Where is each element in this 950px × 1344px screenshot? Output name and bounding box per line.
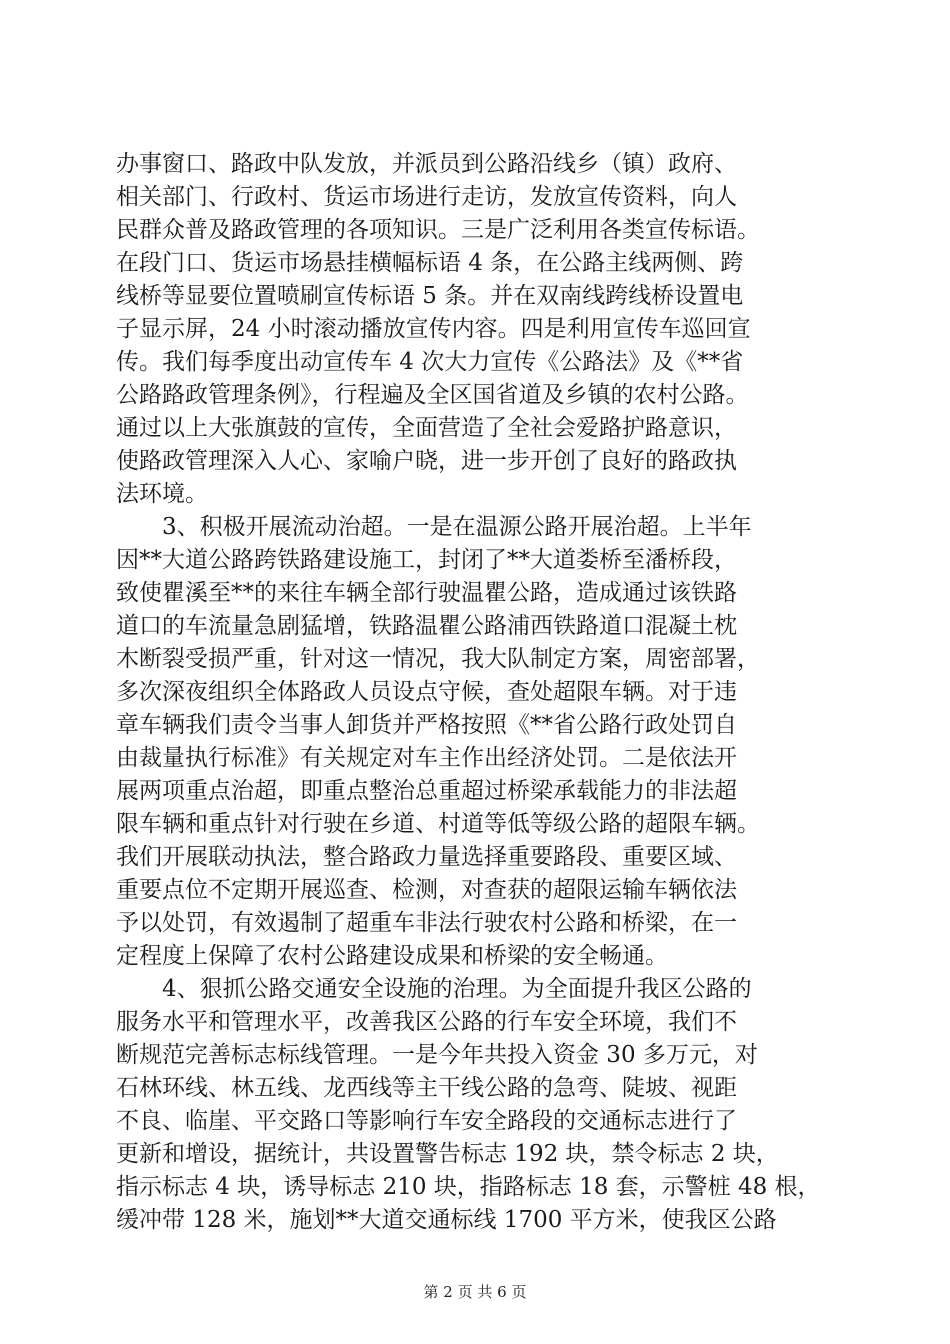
text-line: 更新和增设，据统计，共设置警告标志 192 块，禁令标志 2 块， xyxy=(116,1141,779,1167)
text-line: 4、狠抓公路交通安全设施的治理。为全面提升我区公路的 xyxy=(116,976,752,1002)
text-line: 展两项重点治超，即重点整治总重超过桥梁承载能力的非法超 xyxy=(116,778,737,804)
body-text xyxy=(116,148,838,1237)
text-line: 石林环线、林五线、龙西线等主干线公路的急弯、陡坡、视距 xyxy=(116,1075,737,1101)
text-line: 道口的车流量急剧猛增，铁路温瞿公路浦西铁路道口混凝土枕 xyxy=(116,613,737,639)
text-line: 限车辆和重点针对行驶在乡道、村道等低等级公路的超限车辆。 xyxy=(116,811,760,837)
text-line: 通过以上大张旗鼓的宣传，全面营造了全社会爱路护路意识， xyxy=(116,415,737,441)
text-line: 多次深夜组织全体路政人员设点守候，查处超限车辆。对于违 xyxy=(116,679,737,705)
text-line: 予以处罚，有效遏制了超重车非法行驶农村公路和桥梁，在一 xyxy=(116,910,737,936)
text-line: 使路政管理深入人心、家喻户晓，进一步开创了良好的路政执 xyxy=(116,448,737,474)
text-line: 传。我们每季度出动宣传车 4 次大力宣传《公路法》及《**省 xyxy=(116,349,744,375)
text-line: 断规范完善标志标线管理。一是今年共投入资金 30 多万元，对 xyxy=(116,1042,758,1068)
text-line: 线桥等显要位置喷刷宣传标语 5 条。并在双南线跨线桥设置电 xyxy=(116,283,744,309)
text-line: 相关部门、行政村、货运市场进行走访，发放宣传资料，向人 xyxy=(116,184,737,210)
text-line: 致使瞿溪至**的来往车辆全部行驶温瞿公路，造成通过该铁路 xyxy=(116,580,737,606)
text-line: 因**大道公路跨铁路建设施工，封闭了**大道娄桥至潘桥段， xyxy=(116,547,737,573)
text-line: 办事窗口、路政中队发放，并派员到公路沿线乡（镇）政府、 xyxy=(116,151,737,177)
text-line: 定程度上保障了农村公路建设成果和桥梁的安全畅通。 xyxy=(116,943,668,969)
text-line: 重要点位不定期开展巡查、检测，对查获的超限运输车辆依法 xyxy=(116,877,737,903)
text-line: 3、积极开展流动治超。一是在温源公路开展治超。上半年 xyxy=(116,514,752,540)
text-line: 在段门口、货运市场悬挂横幅标语 4 条，在公路主线两侧、跨 xyxy=(116,250,744,276)
text-line: 公路路政管理条例》，行程遍及全区国省道及乡镇的农村公路。 xyxy=(116,382,749,408)
text-line: 子显示屏，24 小时滚动播放宣传内容。四是利用宣传车巡回宣 xyxy=(116,316,751,342)
text-line: 法环境。 xyxy=(116,481,208,507)
text-line: 指示标志 4 块，诱导标志 210 块，指路标志 18 套，示警桩 48 根， xyxy=(116,1174,821,1200)
text-line: 缓冲带 128 米，施划**大道交通标线 1700 平方米，使我区公路 xyxy=(116,1207,777,1233)
text-line: 由裁量执行标准》有关规定对车主作出经济处罚。二是依法开 xyxy=(116,745,737,771)
text-line: 服务水平和管理水平，改善我区公路的行车安全环境，我们不 xyxy=(116,1009,737,1035)
text-line: 不良、临崖、平交路口等影响行车安全路段的交通标志进行了 xyxy=(116,1108,737,1134)
text-line: 民群众普及路政管理的各项知识。三是广泛利用各类宣传标语。 xyxy=(116,217,760,243)
text-line: 我们开展联动执法，整合路政力量选择重要路段、重要区域、 xyxy=(116,844,737,870)
text-line: 木断裂受损严重，针对这一情况，我大队制定方案，周密部署， xyxy=(116,646,760,672)
text-line: 章车辆我们责令当事人卸货并严格按照《**省公路行政处罚自 xyxy=(116,712,737,738)
page-footer: 第 2 页 共 6 页 xyxy=(423,1283,527,1301)
